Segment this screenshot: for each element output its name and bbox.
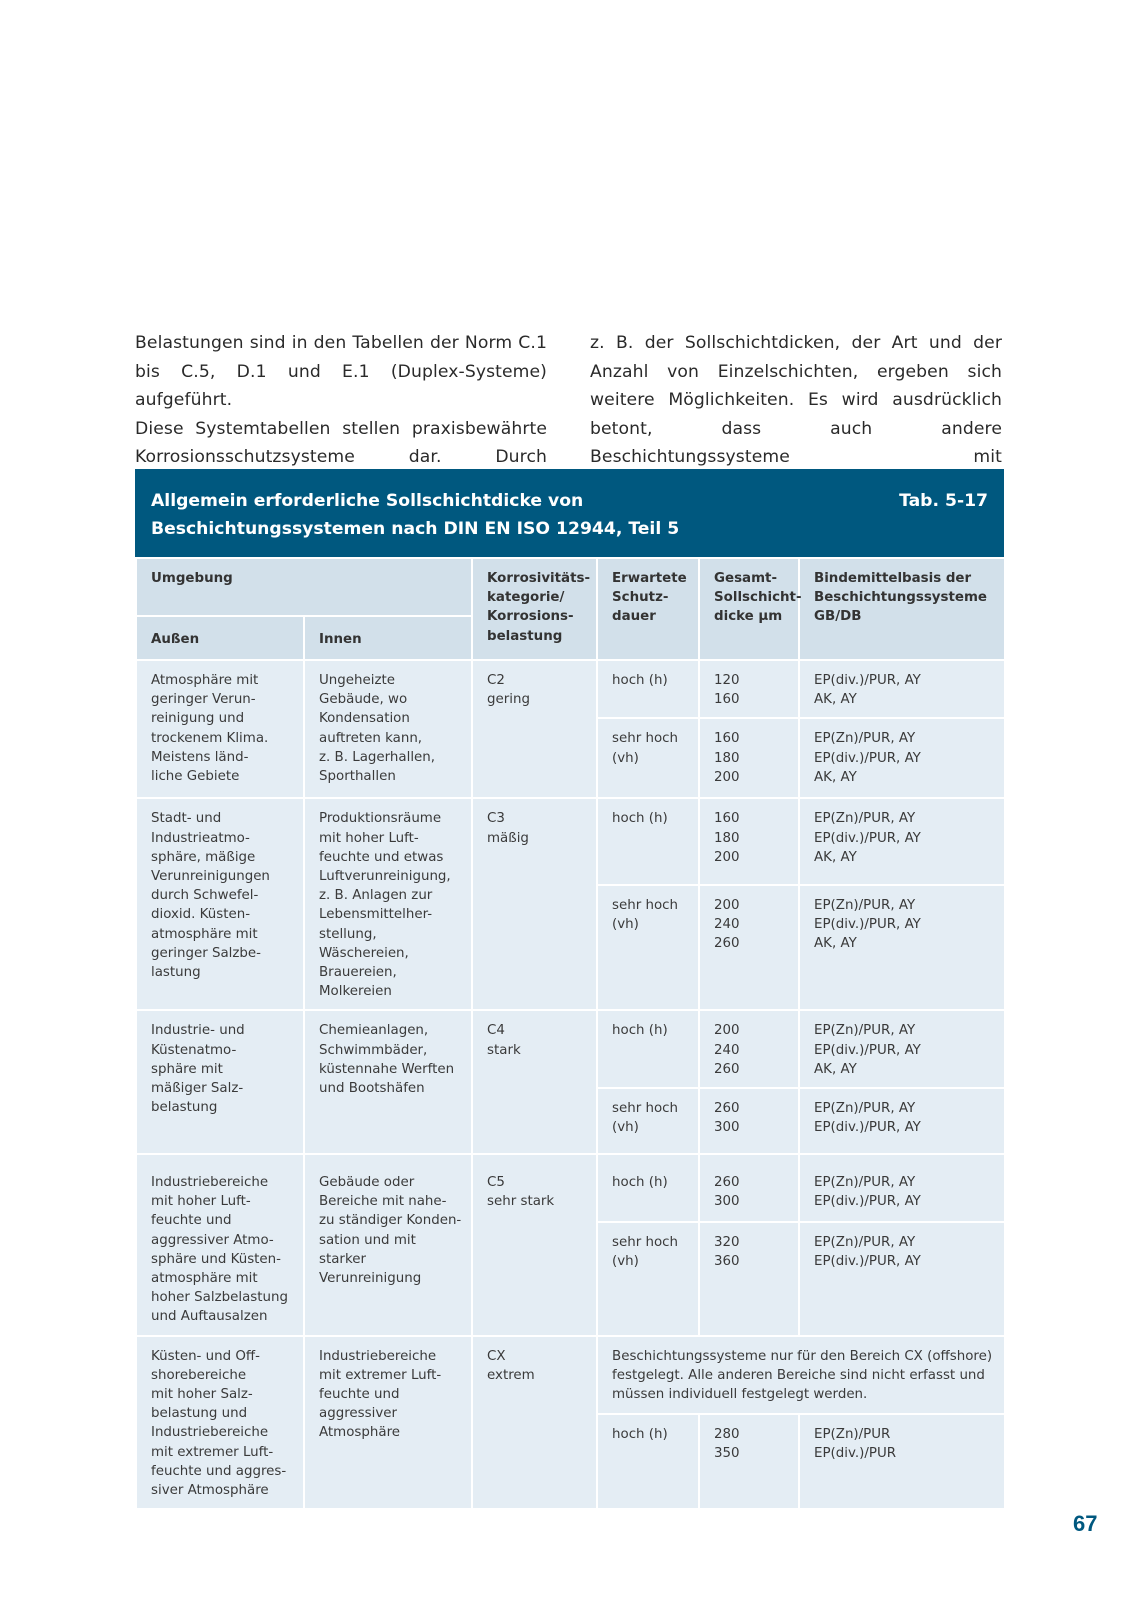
cell-thickness: 200 240 260: [699, 1010, 799, 1088]
cell-binder: EP(div.)/PUR, AY AK, AY: [799, 660, 1005, 718]
cell-cx-note: Beschichtungssysteme nur für den Bereich CX (offshore) festgelegt. Alle anderen Bereiche sind nicht erfasst und müssen individuell festgelegt werden.: [597, 1336, 1005, 1415]
cell-outside: Stadt- und Industrieatmo- sphäre, mäßige Verunreinigungen durch Schwefel- dioxid. Küsten- atmosphäre mit geringer Salzbe- lastung: [136, 798, 304, 1010]
cell-duration: sehr hoch (vh): [597, 1222, 699, 1336]
cell-binder: EP(Zn)/PUR, AY EP(div.)/PUR, AY: [799, 1222, 1005, 1336]
cell-category: C3 mäßig: [472, 798, 597, 1010]
cell-duration: hoch (h): [597, 1010, 699, 1088]
header-binder-base: Bindemittelbasis der Beschichtungssysteme GB/DB: [799, 558, 1005, 660]
cell-thickness: 200 240 260: [699, 885, 799, 1011]
cell-inside: Industriebereiche mit extremer Luft- feuchte und aggressiver Atmosphäre: [304, 1336, 472, 1510]
cell-outside: Küsten- und Off- shorebereiche mit hoher Salz- belastung und Industriebereiche mit extremer Luft- feuchte und aggres- siver Atmosphäre: [136, 1336, 304, 1510]
cell-binder: EP(Zn)/PUR, AY EP(div.)/PUR, AY: [799, 1088, 1005, 1154]
cell-inside: Gebäude oder Bereiche mit nahe- zu ständiger Konden- sation und mit starker Verunreinigung: [304, 1154, 472, 1336]
table-title-line-2: Beschichtungssystemen nach DIN EN ISO 12944, Teil 5: [151, 519, 680, 539]
cell-thickness: 280 350: [699, 1414, 799, 1509]
table-reference: Tab. 5-17: [899, 491, 988, 511]
table-row: [136, 798, 1005, 884]
cell-binder: EP(Zn)/PUR EP(div.)/PUR: [799, 1414, 1005, 1509]
cell-thickness: 320 360: [699, 1222, 799, 1336]
cell-outside: Industrie- und Küstenatmo- sphäre mit mäßiger Salz- belastung: [136, 1010, 304, 1154]
paragraph: z. B. der Sollschichtdicken, der Art und der Anzahl von Einzelschichten, ergeben sich weitere Möglichkeiten. Es wird ausdrücklich betont, dass auch andere Beschichtungssysteme mit: [590, 333, 1002, 468]
cell-inside: Produktionsräume mit hoher Luft- feuchte und etwas Luftverunreinigung, z. B. Anlagen zur Lebensmittelher- stellung, Wäschereien, Brauereien, Molkereien: [304, 798, 472, 1010]
table-title-bar: [135, 469, 1004, 557]
cell-thickness: 160 180 200: [699, 718, 799, 798]
cell-binder: EP(Zn)/PUR, AY EP(div.)/PUR, AY AK, AY: [799, 718, 1005, 798]
cell-outside: Atmosphäre mit geringer Verun- reinigung und trockenem Klima. Meistens länd- liche Gebiete: [136, 660, 304, 798]
header-total-thickness: Gesamt- Sollschicht- dicke µm: [699, 558, 799, 660]
cell-category: C5 sehr stark: [472, 1154, 597, 1336]
cell-thickness: 260 300: [699, 1088, 799, 1154]
cell-category: CX extrem: [472, 1336, 597, 1510]
table-title-line-1: Allgemein erforderliche Sollschichtdicke von: [151, 491, 584, 511]
header-corrosivity-category: Korrosivitäts- kategorie/ Korrosions- belastung: [472, 558, 597, 660]
cell-thickness: 160 180 200: [699, 798, 799, 884]
table-row: [136, 1154, 1005, 1222]
cell-binder: EP(Zn)/PUR, AY EP(div.)/PUR, AY AK, AY: [799, 1010, 1005, 1088]
cell-thickness: 260 300: [699, 1154, 799, 1222]
cell-binder: EP(Zn)/PUR, AY EP(div.)/PUR, AY: [799, 1154, 1005, 1222]
cell-inside: Ungeheizte Gebäude, wo Kondensation auftreten kann, z. B. Lagerhallen, Sporthallen: [304, 660, 472, 798]
cell-duration: hoch (h): [597, 660, 699, 718]
body-text-right-column: [590, 329, 1002, 472]
table-row: [136, 660, 1005, 718]
cell-duration: hoch (h): [597, 1414, 699, 1509]
cell-duration: hoch (h): [597, 798, 699, 884]
paragraph: Belastungen sind in den Tabellen der Norm C.1 bis C.5, D.1 und E.1 (Duplex-Systeme) aufgeführt.: [135, 333, 547, 411]
cell-duration: sehr hoch (vh): [597, 885, 699, 1011]
header-inside: Innen: [304, 616, 472, 660]
cell-inside: Chemieanlagen, Schwimmbäder, küstennahe Werften und Bootshäfen: [304, 1010, 472, 1154]
cell-duration: sehr hoch (vh): [597, 1088, 699, 1154]
cell-outside: Industriebereiche mit hoher Luft- feuchte und aggressiver Atmo- sphäre und Küsten- atmosphäre mit hoher Salzbelastung und Auftausalzen: [136, 1154, 304, 1336]
header-protection-duration: Erwartete Schutz- dauer: [597, 558, 699, 660]
cell-binder: EP(Zn)/PUR, AY EP(div.)/PUR, AY AK, AY: [799, 798, 1005, 884]
cell-category: C2 gering: [472, 660, 597, 798]
table-row: [136, 1010, 1005, 1088]
cell-binder: EP(Zn)/PUR, AY EP(div.)/PUR, AY AK, AY: [799, 885, 1005, 1011]
table-row: [136, 1336, 1005, 1415]
cell-thickness: 120 160: [699, 660, 799, 718]
cell-duration: sehr hoch (vh): [597, 718, 699, 798]
cell-duration: hoch (h): [597, 1154, 699, 1222]
header-environment: Umgebung: [136, 558, 472, 616]
paragraph: Diese Systemtabellen stellen praxisbewährte Korrosionsschutzsysteme dar. Durch: [135, 418, 547, 468]
cell-category: C4 stark: [472, 1010, 597, 1154]
page-number: 67: [1073, 1511, 1098, 1536]
header-outside: Außen: [136, 616, 304, 660]
coating-thickness-table: [135, 557, 1006, 1510]
